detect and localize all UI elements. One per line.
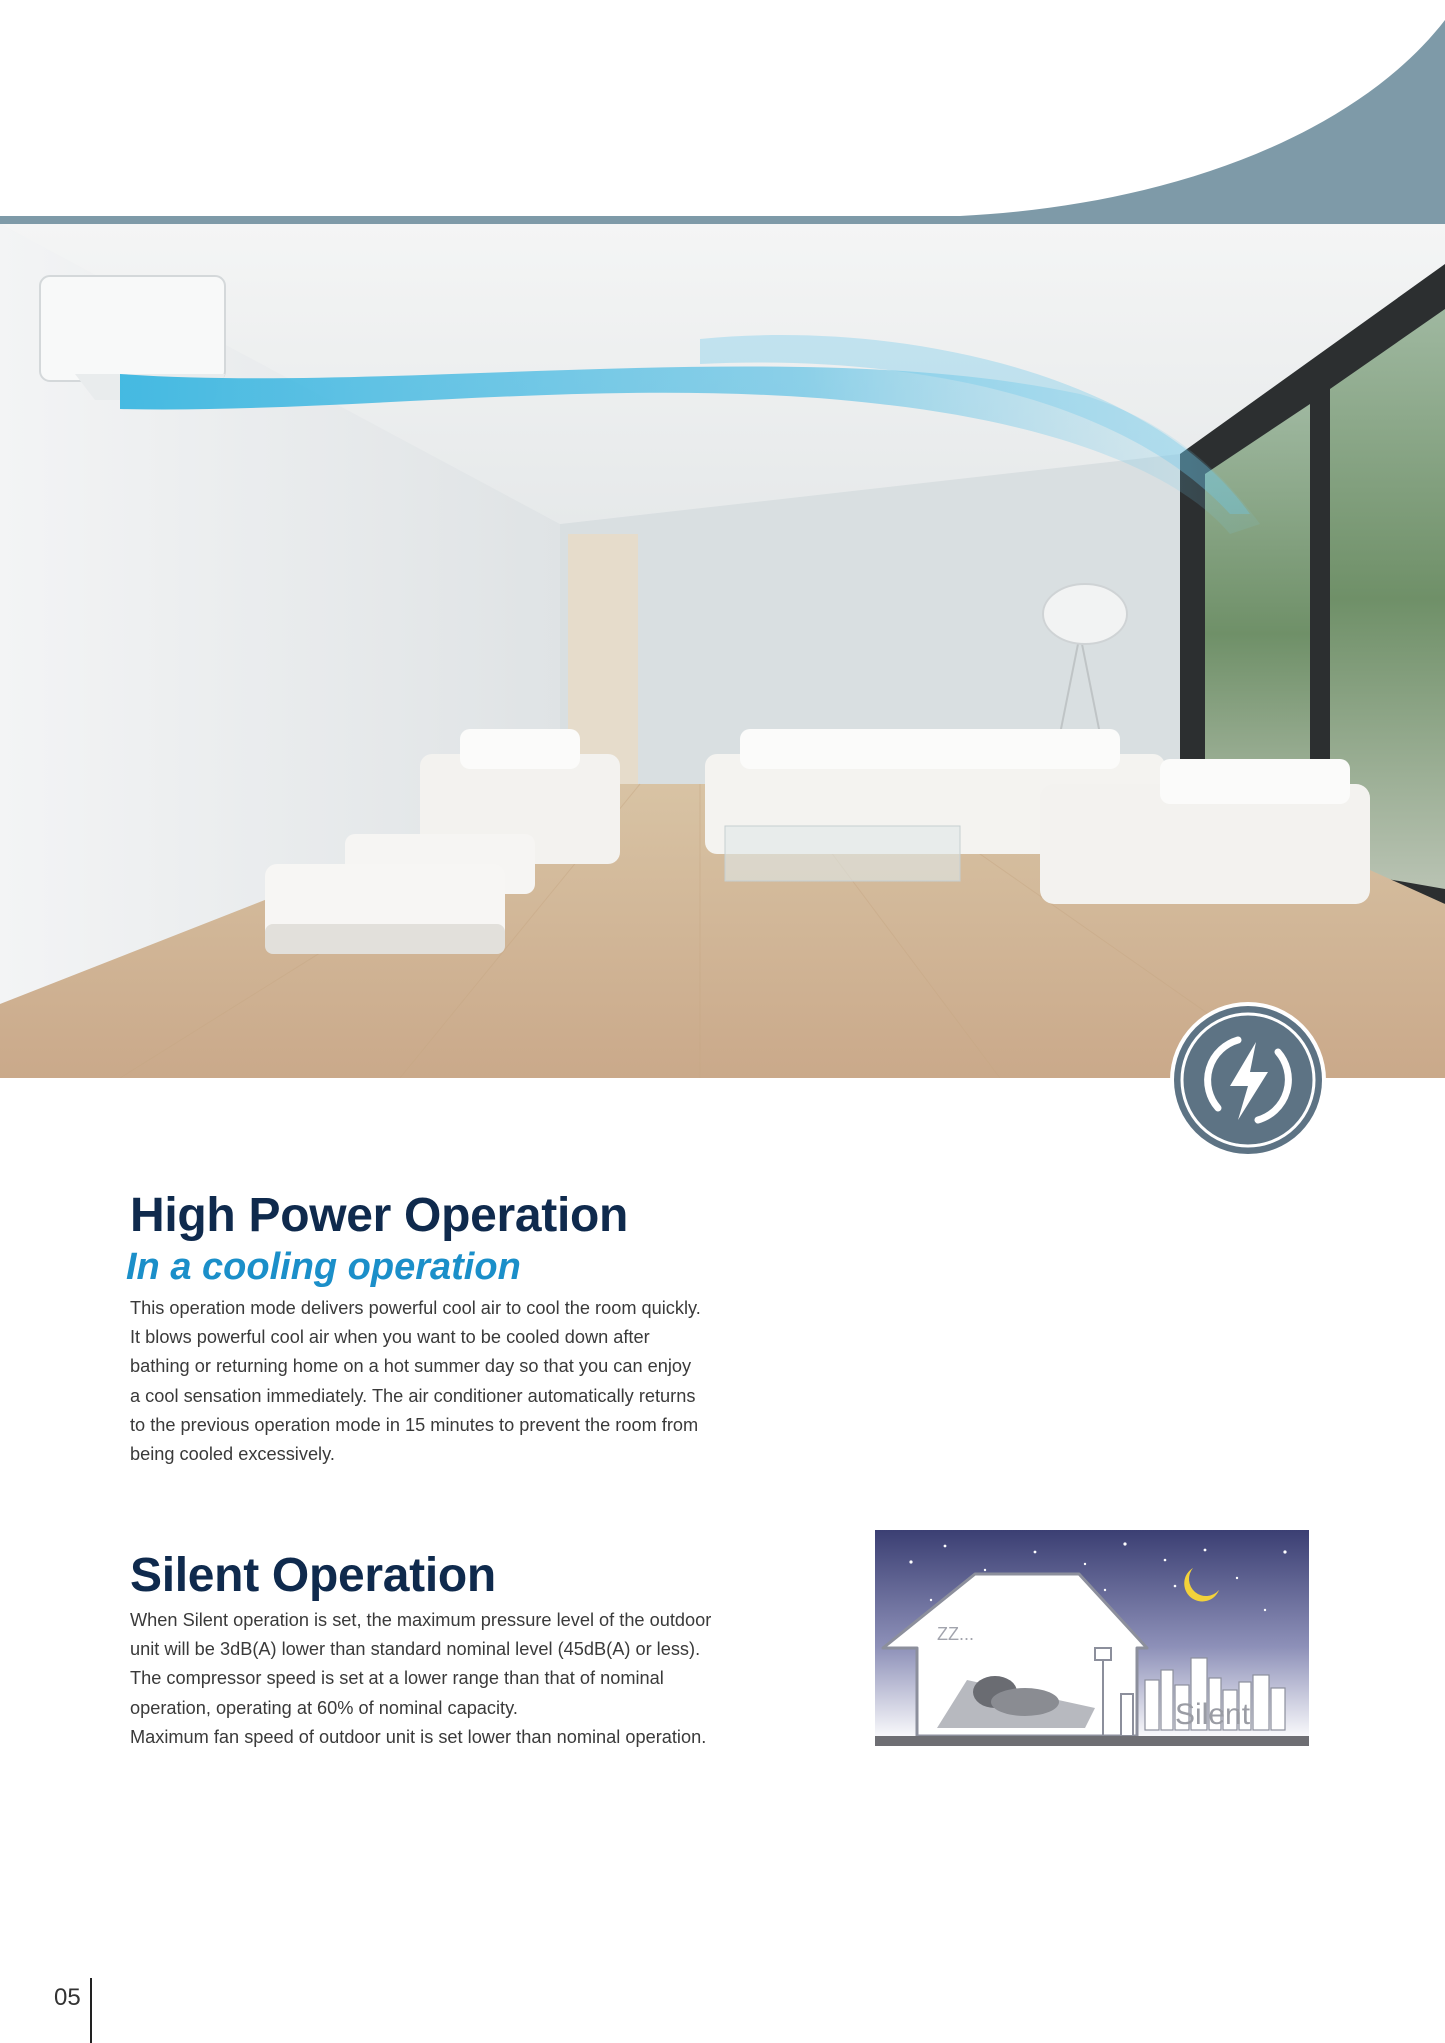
zz-label: ZZ... <box>937 1624 974 1644</box>
body-line: The compressor speed is set at a lower range than that of nominal <box>130 1668 664 1689</box>
section-body <box>130 1294 770 1469</box>
silent-night-illustration <box>875 1530 1309 1750</box>
body-line: a cool sensation immediately. The air conditioner automatically returns <box>130 1385 696 1406</box>
section-subtitle: In a cooling operation <box>126 1246 521 1288</box>
body-line: to the previous operation mode in 15 minutes to prevent the room from <box>130 1414 699 1435</box>
high-power-section <box>126 1188 770 1469</box>
body-line: Maximum fan speed of outdoor unit is set lower than nominal operation. <box>130 1726 707 1747</box>
section-title: High Power Operation <box>130 1189 629 1242</box>
body-line: being cooled excessively. <box>130 1444 335 1465</box>
living-room-photo <box>0 224 1445 1078</box>
body-line: unit will be 3dB(A) lower than standard nominal level (45dB(A) or less). <box>130 1639 701 1660</box>
header-band <box>0 0 1445 230</box>
body-line: It blows powerful cool air when you want to be cooled down after <box>130 1327 650 1348</box>
section-title: Silent Operation <box>130 1549 496 1602</box>
body-line: This operation mode delivers powerful cool air to cool the room quickly. <box>130 1298 701 1318</box>
silent-operation-section <box>130 1548 770 1752</box>
body-line: bathing or returning home on a hot summer day so that you can enjoy <box>130 1356 692 1377</box>
lightning-bolt-icon <box>1168 1000 1328 1160</box>
body-line: operation, operating at 60% of nominal capacity. <box>130 1697 518 1718</box>
silent-label: Silent <box>1175 1698 1251 1731</box>
page-number-rule <box>90 1978 92 2043</box>
section-body <box>130 1606 770 1752</box>
body-line: When Silent operation is set, the maximum pressure level of the outdoor <box>130 1610 712 1630</box>
page-number: 05 <box>54 1984 81 2011</box>
